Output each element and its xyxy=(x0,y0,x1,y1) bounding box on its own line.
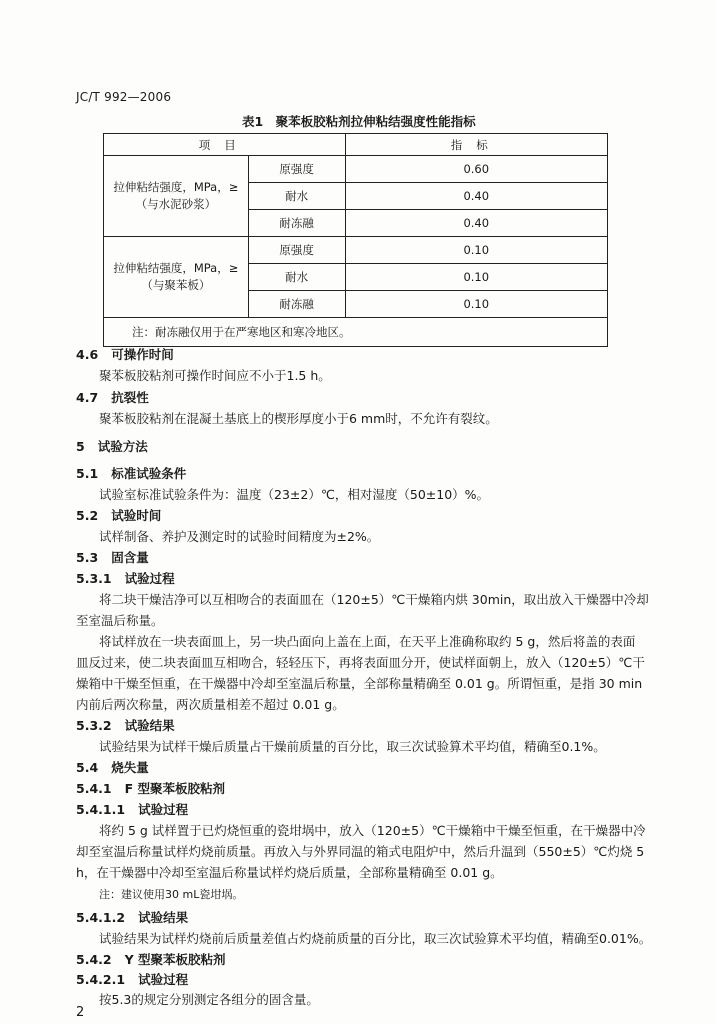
paragraph-line: 皿反过来，使二块表面皿互相吻合，轻轻压下，再将表面皿分开，使试样面朝上，放入（120±5）℃干 xyxy=(76,655,645,670)
table-header-item: 项目 xyxy=(104,134,346,156)
paragraph-line: 聚苯板胶粘剂可操作时间应不小于1.5 h。 xyxy=(99,368,331,383)
section-title: 试验过程 xyxy=(138,802,189,817)
value-cell: 0.40 xyxy=(345,183,607,210)
value-cell: 0.40 xyxy=(345,210,607,237)
condition-cell: 耐冻融 xyxy=(248,291,345,318)
chapter-heading xyxy=(76,437,148,455)
group-label xyxy=(104,156,249,237)
paragraph-line: 将二块干燥洁净可以互相吻合的表面皿在（120±5）℃干燥箱内烘 30min，取出放入干燥器中冷却 xyxy=(99,592,649,607)
section-number: 5.4 xyxy=(76,760,99,775)
paragraph-line: 将试样放在一块表面皿上，另一块凸面向上盖在上面，在天平上准确称取约 5 g，然后将盖的表面 xyxy=(99,634,636,649)
section-title: Y 型聚苯板胶粘剂 xyxy=(124,952,226,967)
section-heading xyxy=(76,779,225,797)
section-number: 5.2 xyxy=(76,508,99,523)
section-title: 烧失量 xyxy=(111,760,149,775)
section-title: 试验结果 xyxy=(138,910,189,925)
section-number: 5.1 xyxy=(76,466,99,481)
group-label-line: 拉伸粘结强度，MPa，≥ xyxy=(113,180,239,194)
section-number: 4.7 xyxy=(76,390,99,405)
table-caption-title: 聚苯板胶粘剂拉伸粘结强度性能指标 xyxy=(275,114,476,129)
paragraph-line: 试样制备、养护及测定时的试验时间精度为±2%。 xyxy=(99,529,380,544)
section-heading xyxy=(76,388,149,406)
paragraph-line: 内前后两次称量，两次质量相差不超过 0.01 g。 xyxy=(76,697,345,712)
group-label xyxy=(104,237,249,318)
section-number: 5 xyxy=(76,439,85,454)
paragraph-line: 将约 5 g 试样置于已灼烧恒重的瓷坩埚中，放入（120±5）℃干燥箱中干燥至恒重，在干燥器中冷 xyxy=(99,823,646,838)
table-note: 注：耐冻融仅用于在严寒地区和寒冷地区。 xyxy=(104,318,608,347)
paragraph-line: 却至室温后称量试样灼烧前质量。再放入与外界同温的箱式电阻炉中，然后升温到（550±5）℃灼烧 5 xyxy=(76,844,645,859)
section-heading xyxy=(76,464,186,482)
section-title: 试验方法 xyxy=(97,439,148,454)
section-number: 5.4.1.2 xyxy=(76,910,126,925)
section-heading xyxy=(76,908,188,926)
section-number: 4.6 xyxy=(76,347,99,362)
section-title: 试验结果 xyxy=(124,718,175,733)
section-heading xyxy=(76,345,174,363)
page-number: 2 xyxy=(76,1005,85,1020)
group-label-line: （与聚苯板） xyxy=(141,278,211,292)
section-title: 试验过程 xyxy=(138,972,189,987)
section-number: 5.4.2 xyxy=(76,952,112,967)
paragraph-line: 至室温后称量。 xyxy=(76,613,164,628)
section-title: 标准试验条件 xyxy=(111,466,187,481)
paragraph-line: h，在干燥器中冷却至室温后称量试样灼烧后质量，全部称量精确至 0.01 g。 xyxy=(76,865,503,880)
section-heading xyxy=(76,758,149,776)
table-caption xyxy=(242,112,476,130)
section-heading xyxy=(76,800,188,818)
table-note-row xyxy=(104,318,608,347)
spec-table xyxy=(103,133,608,347)
section-heading xyxy=(76,506,161,524)
section-number: 5.3.1 xyxy=(76,571,112,586)
section-number: 5.3.2 xyxy=(76,718,112,733)
table-header-index: 指标 xyxy=(345,134,607,156)
value-cell: 0.10 xyxy=(345,237,607,264)
section-heading xyxy=(76,950,226,968)
group-label-line: （与水泥砂浆） xyxy=(135,197,217,211)
condition-cell: 原强度 xyxy=(248,237,345,264)
section-title: 固含量 xyxy=(111,550,149,565)
note-line: 注：建议使用30 mL瓷坩埚。 xyxy=(99,888,244,901)
section-number: 5.4.1.1 xyxy=(76,802,126,817)
paragraph-line: 聚苯板胶粘剂在混凝土基底上的楔形厚度小于6 mm时，不允许有裂纹。 xyxy=(99,411,498,426)
paragraph-line: 试验结果为试样干燥后质量占干燥前质量的百分比，取三次试验算术平均值，精确至0.1%。 xyxy=(99,739,606,754)
condition-cell: 耐水 xyxy=(248,183,345,210)
group-label-line: 拉伸粘结强度，MPa，≥ xyxy=(113,261,239,275)
value-cell: 0.10 xyxy=(345,264,607,291)
table-row xyxy=(104,156,608,183)
value-cell: 0.10 xyxy=(345,291,607,318)
paragraph-line: 燥箱中干燥至恒重，在干燥器中冷却至室温后称量，全部称量精确至 0.01 g。所谓恒重，是指 30 min xyxy=(76,676,643,691)
table-header-row xyxy=(104,134,608,156)
table-caption-number: 表1 xyxy=(242,114,264,129)
condition-cell: 原强度 xyxy=(248,156,345,183)
section-number: 5.4.1 xyxy=(76,781,112,796)
paragraph-line: 试验结果为试样灼烧前后质量差值占灼烧前质量的百分比，取三次试验算术平均值，精确至0.01%。 xyxy=(99,931,652,946)
condition-cell: 耐冻融 xyxy=(248,210,345,237)
table-row xyxy=(104,237,608,264)
paragraph-line: 按5.3的规定分别测定各组分的固含量。 xyxy=(99,992,319,1007)
section-number: 5.3 xyxy=(76,550,99,565)
paragraph-line: 试验室标准试验条件为：温度（23±2）℃，相对湿度（50±10）%。 xyxy=(99,487,490,502)
section-title: 试验时间 xyxy=(111,508,162,523)
section-number: 5.4.2.1 xyxy=(76,972,126,987)
section-title: 抗裂性 xyxy=(111,390,149,405)
section-title: 试验过程 xyxy=(124,571,175,586)
section-title: 可操作时间 xyxy=(111,347,174,362)
value-cell: 0.60 xyxy=(345,156,607,183)
section-heading xyxy=(76,970,188,988)
condition-cell: 耐水 xyxy=(248,264,345,291)
section-heading xyxy=(76,569,175,587)
section-title: F 型聚苯板胶粘剂 xyxy=(124,781,226,796)
section-heading xyxy=(76,716,175,734)
standard-number: JC/T 992—2006 xyxy=(76,90,172,104)
section-heading xyxy=(76,548,149,566)
